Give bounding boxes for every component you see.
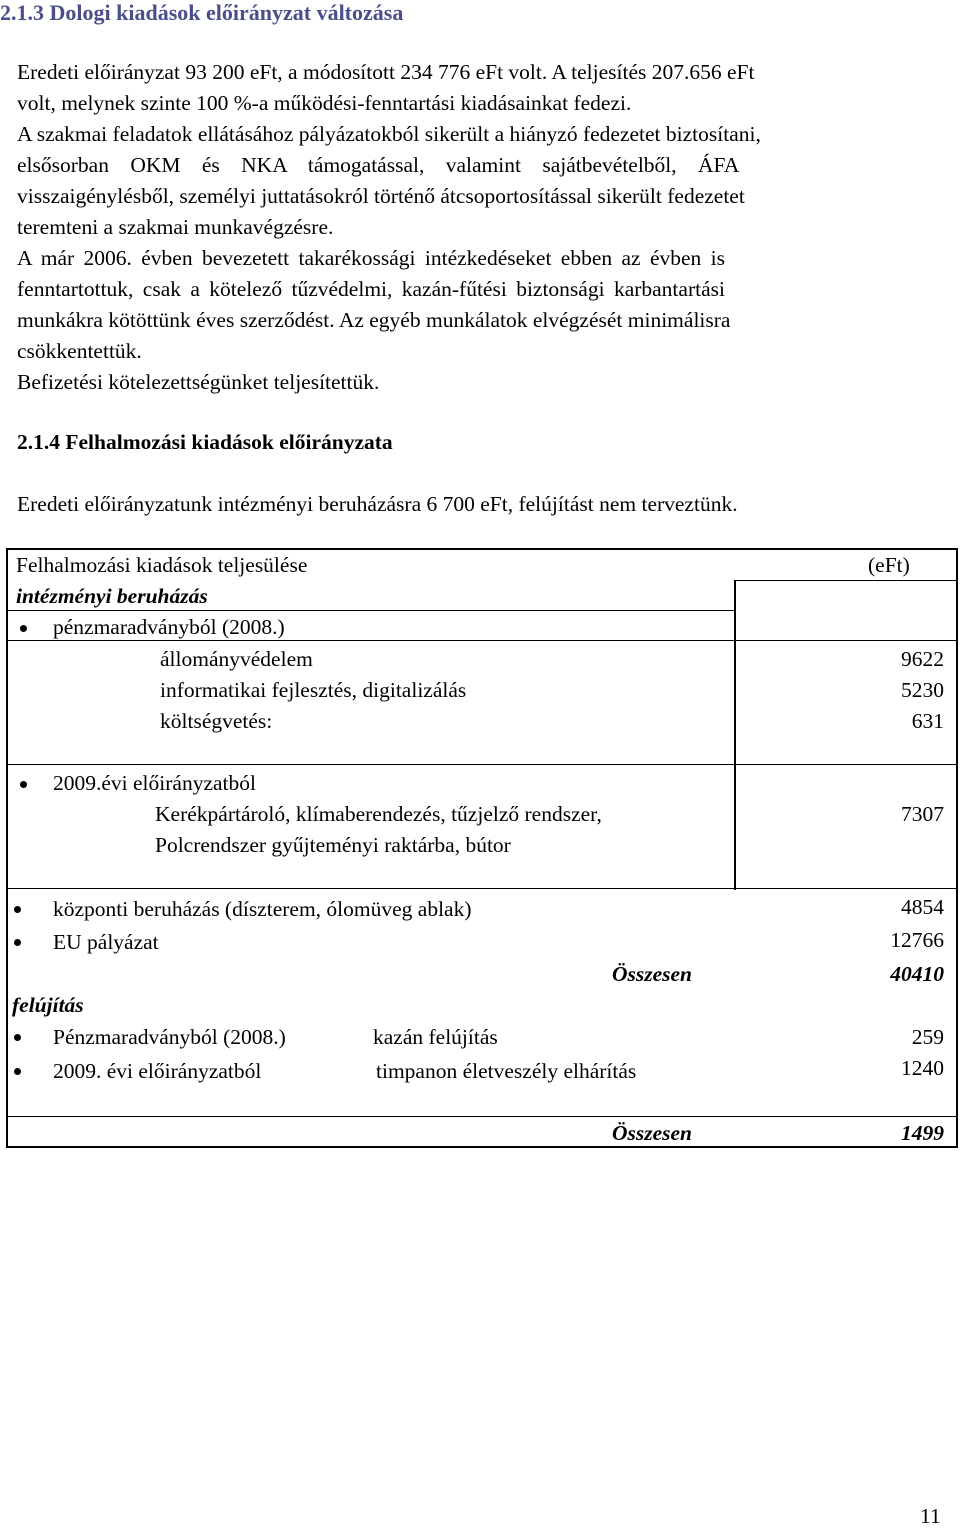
paragraph-line: A már 2006. évben bevezetett takarékossági intézkedéseket ebben az évben is xyxy=(17,246,726,270)
bullet-icon xyxy=(14,939,21,946)
page-number: 11 xyxy=(920,1504,941,1528)
total-label: Összesen xyxy=(611,962,692,986)
table-title: Felhalmozási kiadások teljesülése xyxy=(16,553,308,577)
sub-item-value: 631 xyxy=(911,709,944,733)
section-heading-213: 2.1.3 Dologi kiadások előirányzat változása xyxy=(0,0,404,25)
item-2009-value: 7307 xyxy=(901,802,944,826)
total-label: Összesen xyxy=(611,1121,692,1145)
bullet-icon xyxy=(20,781,27,788)
paragraph-line: elsősorban OKM és NKA támogatással, valamint sajátbevételből, ÁFA xyxy=(17,153,740,177)
item-penzmaradvany-felujitas: Pénzmaradványból (2008.) xyxy=(53,1025,286,1049)
table-unit: (eFt) xyxy=(868,553,910,577)
paragraph-line: fenntartottuk, csak a kötelező tűzvédelmi, kazán-fűtési biztonsági karbantartási xyxy=(17,277,725,301)
item-eu-palyazat: EU pályázat xyxy=(53,930,159,954)
bullet-icon xyxy=(14,1034,21,1041)
sub-item-label: költségvetés: xyxy=(160,709,273,733)
item-kozponti-value: 4854 xyxy=(901,895,944,919)
bullet-icon xyxy=(14,1068,21,1075)
sub-item-value: 9622 xyxy=(901,647,944,671)
bullet-icon xyxy=(14,906,21,913)
sub-item-label: informatikai fejlesztés, digitalizálás xyxy=(160,678,467,702)
item-2009-eloiranyzat: 2009.évi előirányzatból xyxy=(53,771,256,795)
total-value: 40410 xyxy=(890,962,944,986)
item-timpanon-value: 1240 xyxy=(901,1056,944,1080)
felujitas-label: felújítás xyxy=(12,993,84,1017)
bullet-icon xyxy=(20,625,27,632)
item-kozponti-beruhazas: központi beruházás (díszterem, ólomüveg ablak) xyxy=(53,897,472,921)
beruhazas-label: intézményi beruházás xyxy=(16,584,208,608)
paragraph-line: Befizetési kötelezettségünket teljesítettük. xyxy=(17,370,380,394)
paragraph-line: teremteni a szakmai munkavégzésre. xyxy=(17,215,334,239)
sub-item-label: állományvédelem xyxy=(160,647,313,671)
paragraph-line: munkákra kötöttünk éves szerződést. Az egyéb munkálatok elvégzését minimálisra xyxy=(17,308,731,332)
paragraph-line: A szakmai feladatok ellátásához pályázatokból sikerült a hiányzó fedezetet biztosítani, xyxy=(17,122,761,146)
paragraph-line: visszaigénylésből, személyi juttatásokról történő átcsoportosítással sikerült fedezetet xyxy=(17,184,745,208)
item-2009-desc: Polcrendszer gyűjteményi raktárba, bútor xyxy=(155,833,511,857)
section-214-intro: Eredeti előirányzatunk intézményi beruházásra 6 700 eFt, felújítást nem terveztünk. xyxy=(17,492,738,516)
item-penzmaradvany-2008: pénzmaradványból (2008.) xyxy=(53,615,285,639)
sub-item-value: 5230 xyxy=(901,678,944,702)
section-heading-214: 2.1.4 Felhalmozási kiadások előirányzata xyxy=(17,430,393,454)
item-kazan-value: 259 xyxy=(911,1025,944,1049)
total-value: 1499 xyxy=(901,1121,944,1145)
paragraph-line: volt, melynek szinte 100 %-a működési-fenntartási kiadásainkat fedezi. xyxy=(17,91,632,115)
paragraph-line: csökkentettük. xyxy=(17,339,142,363)
item-eu-value: 12766 xyxy=(890,928,944,952)
item-timpanon-desc: timpanon életveszély elhárítás xyxy=(376,1059,637,1083)
item-2009-felujitas: 2009. évi előirányzatból xyxy=(53,1059,262,1083)
item-kazan-desc: kazán felújítás xyxy=(373,1025,498,1049)
item-2009-desc: Kerékpártároló, klímaberendezés, tűzjelző rendszer, xyxy=(155,802,602,826)
paragraph-line: Eredeti előirányzat 93 200 eFt, a módosított 234 776 eFt volt. A teljesítés 207.656 eFt xyxy=(17,60,755,84)
